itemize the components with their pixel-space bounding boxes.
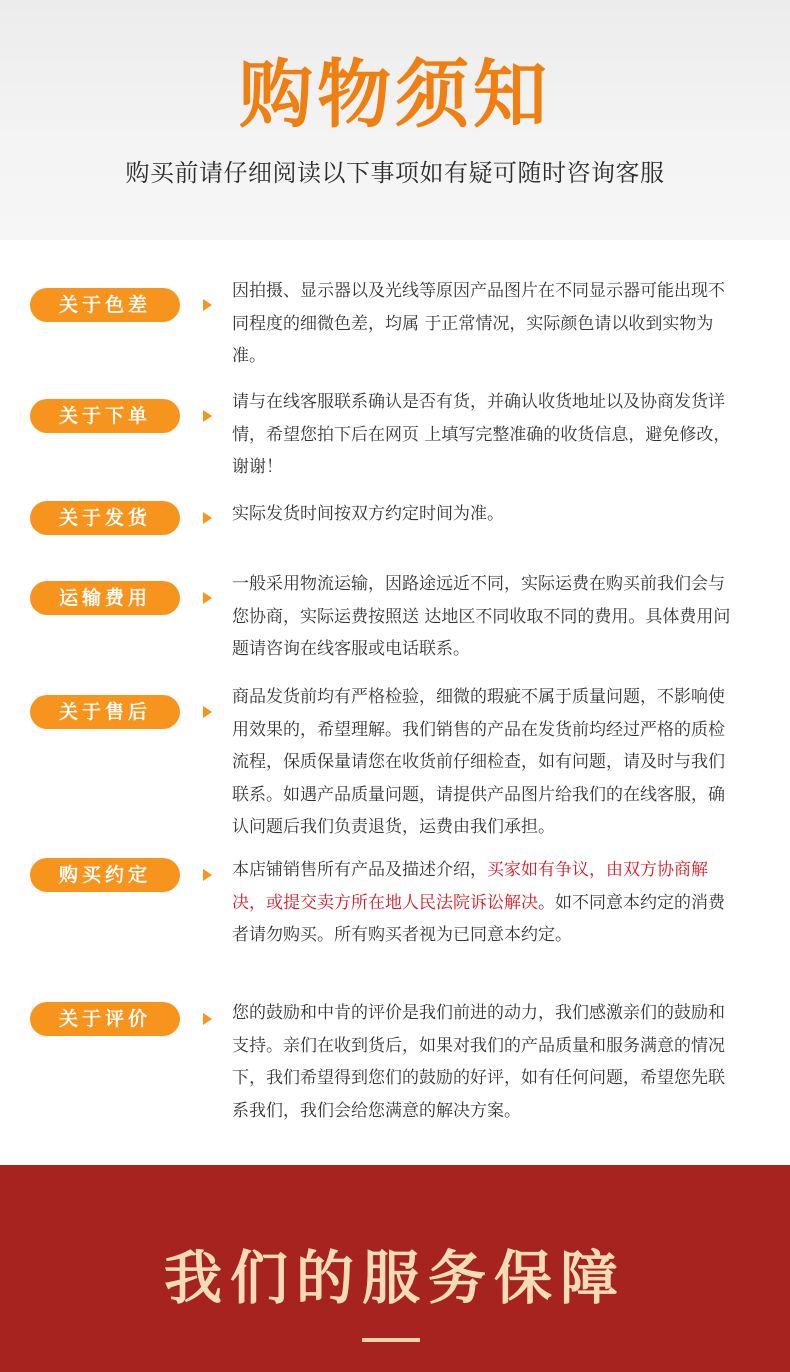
section-label-badge: 购买约定 [30, 858, 180, 892]
section-description: 请与在线客服联系确认是否有货，并确认收货地址以及协商发货详情，希望您拍下后在网页 上填写完整准确的收货信息，避免修改，谢谢！ [232, 392, 731, 477]
agreement-text-intro: 本店铺销售所有产品及描述介绍， [232, 860, 487, 880]
section-description: 实际发货时间按双方约定时间为准。 [232, 504, 504, 524]
section-description [232, 854, 737, 952]
banner-divider [362, 1338, 420, 1342]
service-guarantee-banner [0, 1165, 790, 1372]
section-label-badge: 关于发货 [30, 501, 180, 535]
page-header [0, 0, 790, 240]
section-reviews [0, 997, 790, 1121]
section-description: 商品发货前均有严格检验，细微的瑕疵不属于质量问题，不影响使用效果的，希望理解。我们销售的产品在发货前均经过严格的质检流程，保质保量请您在收货前仔细检查，如有问题，请及时与我们联系。如遇产品质量问题，请提供产品图片给我们的在线客服，确认问题后我们负责退货，运费由我们承担。 [232, 687, 725, 837]
arrow-right-icon [203, 592, 212, 604]
section-label-badge: 关于下单 [30, 399, 180, 433]
section-description: 您的鼓励和中肯的评价是我们前进的动力，我们感激亲们的鼓励和支持。亲们在收到货后，如果对我们的产品质量和服务满意的情况下，我们希望得到您们的鼓励的好评，如有任何问题，希望您先联系我们，我们会给您满意的解决方案。 [232, 1003, 725, 1121]
section-label-badge: 关于色差 [30, 288, 180, 322]
section-label-badge: 关于售后 [30, 695, 180, 729]
page-subtitle: 购买前请仔细阅读以下事项如有疑可随时咨询客服 [125, 159, 665, 187]
section-description: 一般采用物流运输，因路途远近不同，实际运费在购买前我们会与您协商，实际运费按照送 达地区不同收取不同的费用。具体费用问题请咨询在线客服或电话联系。 [232, 574, 731, 659]
arrow-right-icon [203, 869, 212, 881]
section-purchase-agreement [0, 853, 790, 973]
arrow-right-icon [203, 706, 212, 718]
section-after-sales [0, 687, 790, 837]
agreement-text-highlight: 买家如有争议，由双方协商解决，或提交卖方所在地人民法院诉讼解决 [232, 860, 708, 913]
arrow-right-icon [203, 1013, 212, 1025]
arrow-right-icon [203, 299, 212, 311]
page-title: 购物须知 [239, 52, 551, 138]
agreement-text-outro: 。如不同意本约定的消费者请勿购买。所有购买者视为已同意本约定。 [232, 892, 725, 945]
arrow-right-icon [203, 512, 212, 524]
section-label-badge: 关于评价 [30, 1002, 180, 1036]
arrow-right-icon [203, 410, 212, 422]
section-transport-fee [0, 576, 790, 696]
banner-title: 我们的服务保障 [163, 1244, 626, 1312]
section-color-difference [0, 283, 790, 403]
section-label-badge: 运输费用 [30, 581, 180, 615]
section-description: 因拍摄、显示器以及光线等原因产品图片在不同显示器可能出现不同程度的细微色差，均属 于正常情况，实际颜色请以收到实物为准。 [232, 281, 725, 366]
